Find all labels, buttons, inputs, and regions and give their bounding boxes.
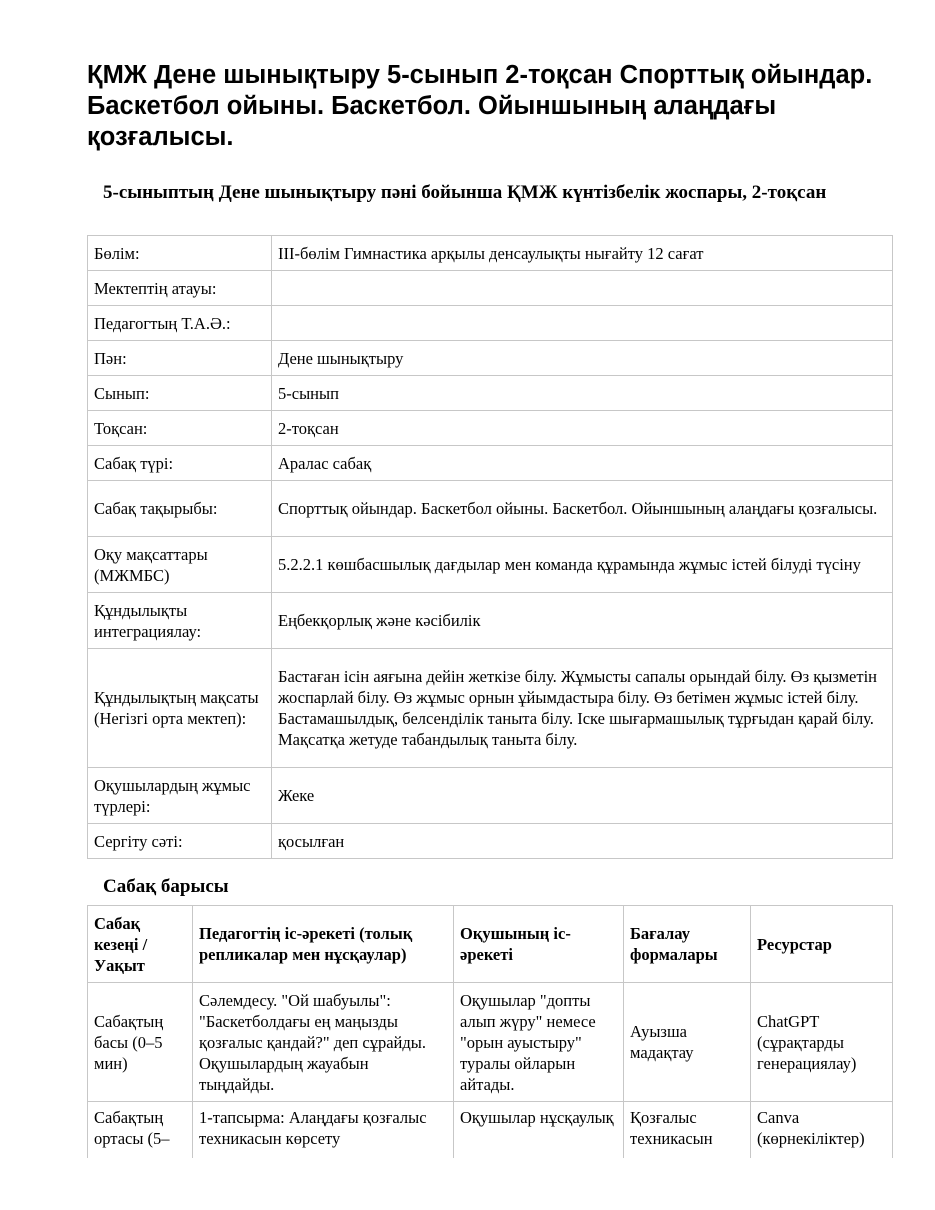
student-cell: Оқушылар нұсқаулық [454,1102,624,1159]
plan-value: 5-сынып [272,376,893,411]
header-teacher: Педагогтің іс-әрекеті (толық репликалар мен нұсқаулар) [193,906,454,983]
assessment-cell: Ауызша мадақтау [624,983,751,1102]
plan-label: Сабақ түрі: [88,446,272,481]
plan-label: Бөлім: [88,236,272,271]
plan-label: Оқушылардың жұмыс түрлері: [88,768,272,824]
plan-row-quarter [88,411,893,446]
plan-value: ІІІ-бөлім Гимнастика арқылы денсаулықты нығайту 12 сағат [272,236,893,271]
resources-cell: ChatGPT (сұрақтарды генерациялау) [751,983,893,1102]
plan-value: Спорттық ойындар. Баскетбол ойыны. Баскетбол. Ойыншының алаңдағы қозғалысы. [272,481,893,537]
lesson-header-row [88,906,893,983]
plan-row-school [88,271,893,306]
header-student: Оқушының іс-әрекеті [454,906,624,983]
header-resources: Ресурстар [751,906,893,983]
student-cell: Оқушылар "допты алып жүру" немесе "орын ауыстыру" туралы ойларын айтады. [454,983,624,1102]
plan-label: Оқу мақсаттары (МЖМБС) [88,537,272,593]
plan-value: 5.2.2.1 көшбасшылық дағдылар мен команда құрамында жұмыс істей білуді түсіну [272,537,893,593]
assessment-cell: Қозғалыс техникасын [624,1102,751,1159]
plan-row-value-goal [88,649,893,768]
plan-label: Тоқсан: [88,411,272,446]
plan-label: Сынып: [88,376,272,411]
stage-cell: Сабақтың ортасы (5– [88,1102,193,1159]
plan-value: 2-тоқсан [272,411,893,446]
header-stage: Сабақ кезеңі / Уақыт [88,906,193,983]
plan-row-grade [88,376,893,411]
plan-label: Педагогтың Т.А.Ә.: [88,306,272,341]
plan-row-values [88,593,893,649]
plan-row-warmup [88,824,893,859]
plan-row-subject [88,341,893,376]
plan-label: Құндылықты интеграциялау: [88,593,272,649]
lesson-heading: Сабақ барысы [103,876,229,897]
teacher-cell: 1-тапсырма: Алаңдағы қозғалыс техникасын көрсету [193,1102,454,1159]
plan-row-topic [88,481,893,537]
plan-value: қосылған [272,824,893,859]
plan-value: Дене шынықтыру [272,341,893,376]
plan-label: Мектептің атауы: [88,271,272,306]
plan-label: Сабақ тақырыбы: [88,481,272,537]
plan-value [272,271,893,306]
plan-row-work-types [88,768,893,824]
plan-row-section [88,236,893,271]
plan-value [272,306,893,341]
plan-row-lesson-type [88,446,893,481]
plan-row-objectives [88,537,893,593]
plan-table [87,235,893,859]
table-row [88,1102,893,1159]
table-row [88,983,893,1102]
plan-value: Аралас сабақ [272,446,893,481]
stage-cell: Сабақтың басы (0–5 мин) [88,983,193,1102]
lesson-table-container [87,905,893,1158]
plan-value: Еңбекқорлық және кәсібилік [272,593,893,649]
resources-cell: Canva (көрнекіліктер) [751,1102,893,1159]
plan-label: Пән: [88,341,272,376]
plan-row-teacher [88,306,893,341]
plan-value: Жеке [272,768,893,824]
page-title: ҚМЖ Дене шынықтыру 5-сынып 2-тоқсан Спорттық ойындар. Баскетбол ойыны. Баскетбол. Ойыншының алаңдағы қозғалысы. [87,61,873,151]
plan-value: Бастаған ісін аяғына дейін жеткізе білу. Жұмысты сапалы орындай білу. Өз қызметін жоспарлай білу. Өз жұмыс орнын ұйымдастыра білу. Өз бетімен жұмыс істей білу. Бастамашылдық, белсенділік таныта білу. Іске шығармашылық тұрғыдан қарай білу. Мақсатқа жетуде табандылық таныта білу. [272,649,893,768]
plan-label: Сергіту сәті: [88,824,272,859]
header-assessment: Бағалау формалары [624,906,751,983]
teacher-cell: Сәлемдесу. "Ой шабуылы": "Баскетболдағы ең маңызды қозғалыс қандай?" деп сұрайды. Оқушылардың жауабын тыңдайды. [193,983,454,1102]
plan-heading: 5-сыныптың Дене шынықтыру пәні бойынша ҚМЖ күнтізбелік жоспары, 2-тоқсан [103,182,827,203]
lesson-table [87,905,893,1158]
plan-label: Құндылықтың мақсаты (Негізгі орта мектеп): [88,649,272,768]
